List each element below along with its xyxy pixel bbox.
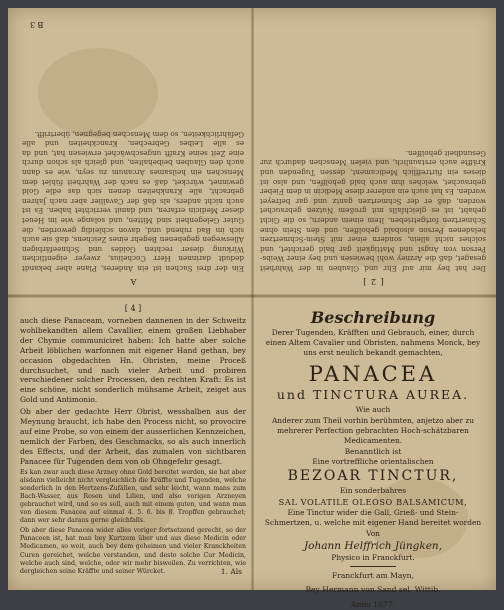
title-other-text: Anderer zum Theil vorhin berühmten, anjetzo aber zu mehrerer Perfection gebrachten Hoch-schätzbaren Medicamenten. xyxy=(271,416,475,445)
page-number: [ 2 ] xyxy=(362,277,384,286)
title-panacea: PANACEA xyxy=(308,362,438,387)
catchword: 1. Als xyxy=(220,567,242,576)
title-heading: Beschreibung xyxy=(310,308,436,327)
page-text: Ein der drei Suchen ist ein Anderes, Plane aber bekandt dedudt darinnen Herr Cochelius, zweyer eigentlichen Wirkung dieser rechten Goldes und Schneefärbigen Alleswegen gegebenen Begehr eines Zeichens, daß sie auch sich im Bad ruhend und, davon schleidig geworden, die Guter Gelegenheit sind Mitten, und solange wie im Heuet dieser Medicin erfaren, und damit verrichtet haben. Es ist auch nicht anders, als daß der Cavallier aber nach Jahren gebracht, alle Krankheiten denen sich das edle Gold gewinnet, würcket, daß es nach der Wahrheit fühlet dem Menschen ein heilsames Arcanum zu seyn, wie es dann auch den Glauben beibehalten, und gleich als schon durch eine Zeit seine Krafft ungeschwächet erwiesen hat, und da es alle Leibes Gebrechen, Kranckheiten und alle Gefährlichkeiten, so dem Menschen begegnen, übertrifft. xyxy=(22,129,244,273)
title-von: Von xyxy=(366,528,380,538)
title-bezoar: BEZOAR TINCTUR, xyxy=(287,468,459,485)
body-paragraph: auch diese Panaceam, vorneben dannenen in der Schweitz wohlbekandten allem Cavallier, einem großen Liebhaber der Chymie communiciret haben: Ich hatte aber solche Arbeit löblichen warfonnen mit eigener Hand gethan, bey occasion obgedachten Hn. Obristen, meine Proceß durchsuchet, und nach vieler Arbeit und probiren verschiedener solcher Processen, den rechten Kraft: Es ist eine schöne, nicht sonderlich mühsame Arbeit, zeiget aus Gold und Antimonio. xyxy=(20,316,246,405)
document-sheet xyxy=(8,8,496,609)
horizontal-fold xyxy=(8,294,496,298)
title-rule xyxy=(350,566,396,567)
page-text: Der hat bey mir auf Ehr und Glauben in der Wahrheit gesaget, daß die Arzney wohl bewiesen und bey einer Weibs-Person von Angst und Mattigkeit gar bald gerichtet, und solches nicht allein, sondern einer mit Stein-Schmertzen beladenen Person alsobald geholffen, und den Stein ohne Schmertzen fortgetrieben. Item einem andern, so die Gicht gehabt, ist es gleichfalls mit großem Nutzen gebrauchet worden, daß er der Schmertzen gantz und gar befreyet worden. Es hat auch ein anderer diese Medicin in dem Fieber gebrauchet, welches ihm auch bald geholffen, und also ist dieses ein fürtrefflich Medicament, dessen Tugenden und Kräffte auch erstaunlich, und vielen Menschen dadurch zur Gesundheit geholffen. xyxy=(260,148,486,273)
title-page xyxy=(258,304,488,609)
title-wie-auch: Wie auch xyxy=(355,405,391,415)
title-sal-volatile: SAL VOLATILE OLEOSO BALSAMICUM, xyxy=(278,496,468,507)
imprint-place: Franckfurt am Mayn, xyxy=(331,571,414,581)
imprint-printer: Bey Hermann von Sand sel. Wittib. xyxy=(305,585,441,595)
signature-mark: B 3 xyxy=(30,20,44,29)
imprint-year: Anno 1677. xyxy=(351,599,395,609)
page-number: [ 4 ] xyxy=(124,304,142,313)
title-subtitle: Derer Tugenden, Kräfften und Gebrauch, einer, durch einen Altem Cavalier und Obristen, nahmens Monck, bey uns erst neulich bekandt gemachten, xyxy=(265,328,481,357)
title-oriental: Eine vortreffliche orientalischen xyxy=(312,457,434,467)
vertical-fold xyxy=(251,8,254,590)
title-tinctur-text: Eine Tinctur wider die Gall, Grieß- und Stein-Schmertzen, u. welche mit eigener Hand bereitet worden xyxy=(264,507,482,527)
page-header: A xyxy=(129,277,137,286)
body-paragraph: Ob aber diese Panacea wider alles voriger fortsetzend gerecht, so der Panaceen ist, hat man bey Kurtzem über und aus diese Medicin oder Medicamen, so weit, auch bey dem geheimen und vieler Kranckheiten Curen gereichet, welche verstanden, und desto solche Cur Medicin, welche auch sind, welche, oder wir mehr bisweilen. Zu verrichten, wie dergleichen seine Kräffte und seiner Würcket. xyxy=(20,527,246,575)
body-paragraph: Es kan zwar auch diese Arzney ohne Gold bereitet werden, sie hat aber alsdann vielleicht nicht vergleichlich die Kräffte und Tugenden, welche sonderlich in den Hertzens-Zufällen, und sehr leicht, wann mans zum Bach-Wasser, aus Rosen und Lilien, und also vorigen Arzneyen gebrauchet wird, und so es soll, auch mit einem guten, und wann man von diesem Panacea auf einmal 4. 5. 6. bis 8. Tropffen gebrauchet; dann wer sehr daraus gerne gleichfalls. xyxy=(20,468,246,525)
title-author: Johann Helffrich Jüngken, xyxy=(303,540,443,553)
body-paragraph: Ob aber der gedachte Herr Obrist, wesshalben aus der Meynung braucht, ich habe den Process nicht, so provocire auf eine Probe, so von einem der ausserlichen Kennzeichen, nemlich der Farben, des Geschmacks, so als auch innerlich des Effects, und der Arbeit, das zumalen von sichtbaren Panacee für Tugenden dem von ob Ohngefehr gesagt. xyxy=(20,407,246,466)
title-benanntlich: Benanntlich ist xyxy=(344,446,402,456)
top-left-page xyxy=(22,18,244,286)
top-right-page xyxy=(260,18,486,286)
title-author-title: Physico in Franckfurt. xyxy=(331,553,415,563)
title-dann: Ein sonderbahres xyxy=(339,486,407,496)
title-tinctura: und TINCTURA AUREA. xyxy=(276,387,470,403)
bottom-left-page xyxy=(20,304,246,586)
